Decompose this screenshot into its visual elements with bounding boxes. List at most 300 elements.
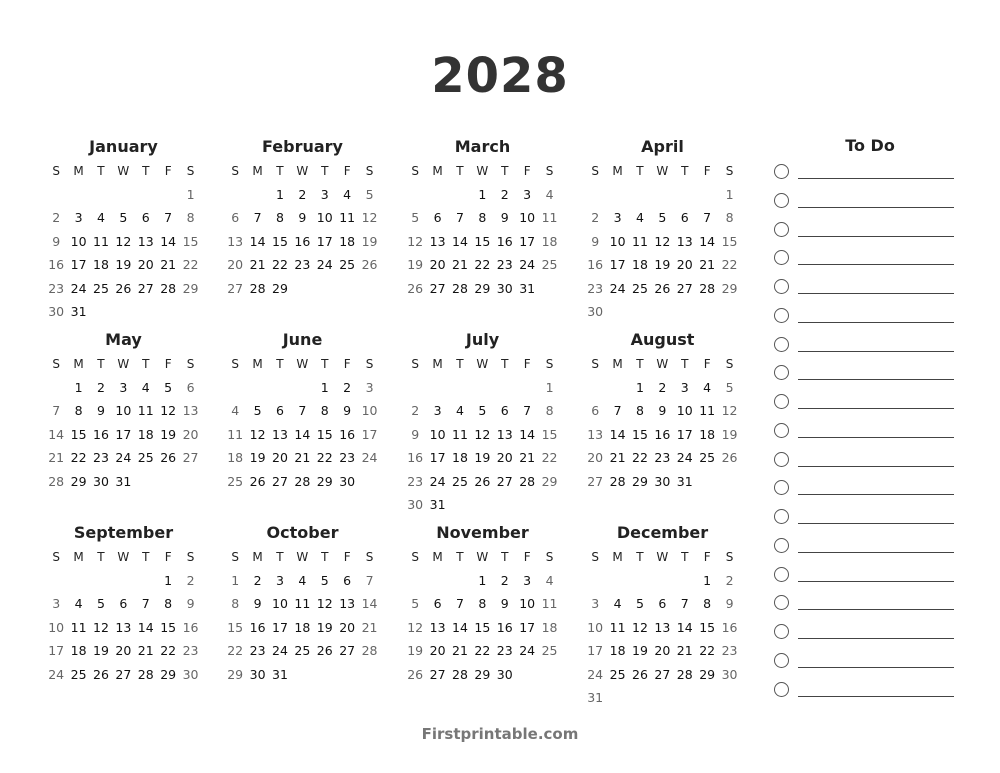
todo-item	[771, 589, 957, 618]
day-cell: 30	[407, 496, 424, 512]
day-cell: 11	[339, 210, 356, 226]
day-cell: 29	[316, 473, 333, 489]
weekday-label: W	[296, 550, 309, 564]
day-cell: 10	[676, 403, 693, 419]
day-cell: 29	[227, 666, 244, 682]
day-cell: 26	[249, 473, 266, 489]
day-cell: 15	[272, 233, 288, 249]
day-cell: 17	[676, 426, 693, 442]
day-cell: 1	[725, 187, 734, 202]
todo-item	[771, 187, 957, 216]
day-cell: 2	[411, 403, 420, 419]
day-cell: 31	[676, 473, 693, 489]
day-cell: 18	[137, 426, 154, 442]
day-cell: 15	[182, 233, 199, 249]
day-cell: 6	[276, 403, 284, 419]
weekday-label: W	[476, 357, 489, 371]
weekday-label: M	[432, 164, 443, 178]
month-name: October	[266, 523, 339, 542]
month-october	[224, 520, 381, 686]
todo-title: To Do	[845, 136, 895, 155]
day-cell: 20	[339, 619, 356, 635]
checkbox-circle-icon	[774, 279, 789, 294]
day-cell: 19	[407, 643, 424, 659]
day-cell: 11	[699, 403, 716, 419]
day-cell: 19	[654, 257, 671, 273]
month-grid	[45, 160, 202, 323]
todo-writing-line	[798, 293, 954, 294]
day-cell: 12	[361, 210, 378, 226]
day-cell: 12	[407, 619, 424, 635]
day-cell: 26	[654, 280, 671, 296]
day-cell: 18	[227, 450, 244, 466]
month-march	[404, 134, 561, 300]
weekday-label: S	[186, 550, 195, 564]
day-cell: 31	[70, 303, 87, 319]
day-cell: 23	[182, 643, 199, 659]
day-cell: 5	[164, 380, 173, 395]
day-cell: 5	[365, 187, 374, 202]
todo-item	[771, 331, 957, 360]
day-cell: 26	[160, 450, 177, 466]
month-february	[224, 134, 381, 300]
day-cell: 19	[407, 257, 424, 273]
day-cell: 20	[429, 643, 446, 659]
day-cell: 3	[523, 573, 532, 588]
weekday-label: S	[725, 164, 734, 178]
day-cell: 8	[74, 403, 83, 419]
month-name: September	[73, 523, 174, 542]
todo-writing-line	[798, 408, 954, 409]
day-cell: 2	[186, 573, 195, 588]
day-cell: 17	[429, 450, 446, 466]
weekday-label: F	[703, 550, 711, 564]
day-cell: 30	[339, 473, 356, 489]
day-cell: 23	[587, 280, 604, 296]
day-cell: 19	[249, 450, 266, 466]
day-cell: 12	[115, 233, 132, 249]
weekday-label: M	[252, 164, 263, 178]
day-cell: 10	[48, 619, 65, 635]
day-cell: 30	[496, 280, 513, 296]
todo-item	[771, 302, 957, 331]
month-july	[404, 327, 561, 516]
day-cell: 15	[227, 619, 244, 635]
day-cell: 1	[478, 187, 487, 202]
weekday-label: S	[231, 164, 239, 178]
day-cell: 24	[429, 473, 446, 489]
day-cell: 1	[276, 187, 284, 202]
day-cell: 16	[721, 619, 738, 635]
month-name: January	[89, 137, 158, 156]
weekday-label: S	[545, 164, 554, 178]
day-cell: 26	[407, 666, 424, 682]
day-cell: 16	[339, 426, 356, 442]
weekday-label: T	[97, 357, 105, 371]
weekday-label: T	[501, 164, 509, 178]
day-cell: 12	[474, 426, 491, 442]
day-cell: 9	[500, 596, 509, 612]
day-cell: 3	[320, 187, 329, 202]
weekday-label: T	[501, 357, 509, 371]
day-cell: 25	[93, 280, 109, 296]
todo-writing-line	[798, 552, 954, 553]
weekday-label: T	[636, 550, 644, 564]
day-cell: 29	[474, 666, 491, 682]
day-cell: 18	[93, 257, 109, 273]
day-cell: 22	[541, 450, 558, 466]
day-cell: 25	[227, 473, 244, 489]
weekday-label: T	[456, 357, 464, 371]
day-cell: 24	[115, 450, 132, 466]
month-name: November	[436, 523, 529, 542]
day-cell: 7	[523, 403, 532, 419]
weekday-label: S	[186, 164, 195, 178]
weekday-label: M	[432, 550, 443, 564]
day-cell: 19	[632, 643, 648, 659]
day-cell: 6	[433, 210, 442, 226]
weekday-label: W	[117, 164, 130, 178]
day-cell: 11	[609, 619, 626, 635]
todo-writing-line	[798, 667, 954, 668]
todo-writing-line	[798, 696, 954, 697]
weekday-label: T	[142, 357, 150, 371]
day-cell: 18	[70, 643, 87, 659]
todo-item	[771, 676, 957, 705]
todo-writing-line	[798, 609, 954, 610]
day-cell: 24	[519, 257, 536, 273]
day-cell: 6	[343, 573, 352, 588]
day-cell: 14	[137, 619, 154, 635]
day-cell: 25	[137, 450, 154, 466]
day-cell: 25	[70, 666, 87, 682]
day-cell: 8	[276, 210, 284, 226]
day-cell: 22	[272, 257, 288, 273]
weekday-label: S	[545, 550, 554, 564]
day-cell: 22	[316, 450, 333, 466]
month-grid	[45, 546, 202, 686]
day-cell: 18	[632, 257, 648, 273]
todo-item	[771, 417, 957, 446]
day-cell: 10	[587, 619, 604, 635]
day-cell: 5	[119, 210, 128, 226]
todo-item	[771, 532, 957, 561]
day-cell: 18	[699, 426, 716, 442]
weekday-label: S	[231, 357, 239, 371]
todo-item	[771, 618, 957, 647]
month-april	[584, 134, 741, 323]
day-cell: 10	[519, 210, 536, 226]
day-cell: 16	[654, 426, 671, 442]
day-cell: 21	[249, 257, 266, 273]
day-cell: 1	[186, 187, 195, 202]
checkbox-circle-icon	[774, 423, 789, 438]
day-cell: 9	[725, 596, 734, 612]
weekday-label: T	[142, 164, 150, 178]
day-cell: 15	[474, 619, 491, 635]
weekday-label: S	[411, 164, 419, 178]
day-cell: 8	[231, 596, 240, 612]
month-name: August	[630, 330, 695, 349]
day-cell: 22	[160, 643, 177, 659]
day-cell: 11	[541, 210, 558, 226]
day-cell: 28	[699, 280, 716, 296]
day-cell: 24	[519, 643, 536, 659]
day-cell: 3	[119, 380, 128, 395]
day-cell: 29	[182, 280, 199, 296]
day-cell: 24	[48, 666, 65, 682]
day-cell: 3	[74, 210, 83, 226]
day-cell: 22	[70, 450, 87, 466]
day-cell: 14	[676, 619, 693, 635]
day-cell: 7	[298, 403, 307, 419]
day-cell: 2	[658, 380, 667, 395]
day-cell: 21	[48, 450, 65, 466]
day-cell: 18	[541, 233, 558, 249]
day-cell: 5	[411, 596, 420, 612]
day-cell: 22	[474, 257, 491, 273]
day-cell: 9	[500, 210, 509, 226]
day-cell: 17	[361, 426, 378, 442]
day-cell: 1	[703, 573, 712, 588]
weekday-label: M	[252, 550, 263, 564]
month-grid	[224, 160, 381, 300]
weekday-label: M	[612, 357, 623, 371]
day-cell: 1	[164, 573, 173, 588]
weekday-label: T	[142, 550, 150, 564]
day-cell: 25	[699, 450, 716, 466]
day-cell: 26	[632, 666, 648, 682]
month-grid	[45, 353, 202, 493]
todo-writing-line	[798, 581, 954, 582]
day-cell: 3	[680, 380, 689, 395]
month-name: June	[282, 330, 323, 349]
day-cell: 26	[93, 666, 109, 682]
checkbox-circle-icon	[774, 222, 789, 237]
day-cell: 31	[115, 473, 132, 489]
weekday-label: T	[321, 550, 329, 564]
day-cell: 22	[699, 643, 716, 659]
day-cell: 2	[500, 573, 509, 588]
day-cell: 30	[182, 666, 199, 682]
month-grid	[224, 353, 381, 493]
day-cell: 11	[632, 233, 648, 249]
day-cell: 23	[339, 450, 356, 466]
day-cell: 26	[115, 280, 132, 296]
day-cell: 21	[609, 450, 626, 466]
day-cell: 28	[294, 473, 311, 489]
day-cell: 10	[519, 596, 536, 612]
day-cell: 27	[339, 643, 356, 659]
day-cell: 19	[93, 643, 109, 659]
weekday-label: M	[612, 164, 623, 178]
day-cell: 13	[587, 426, 604, 442]
day-cell: 9	[253, 596, 262, 612]
footer-brand: Firstprintable.com	[421, 725, 579, 743]
day-cell: 8	[478, 210, 487, 226]
day-cell: 4	[456, 403, 464, 419]
day-cell: 28	[519, 473, 536, 489]
day-cell: 4	[545, 187, 554, 202]
day-cell: 5	[478, 403, 487, 419]
day-cell: 27	[587, 473, 604, 489]
day-cell: 7	[703, 210, 712, 226]
day-cell: 13	[676, 233, 693, 249]
day-cell: 7	[365, 573, 374, 588]
day-cell: 15	[160, 619, 177, 635]
weekday-label: W	[296, 357, 309, 371]
month-december	[584, 520, 741, 709]
day-cell: 23	[407, 473, 424, 489]
day-cell: 27	[227, 280, 244, 296]
day-cell: 28	[676, 666, 693, 682]
todo-item	[771, 388, 957, 417]
day-cell: 8	[636, 403, 644, 419]
day-cell: 9	[52, 233, 61, 249]
day-cell: 21	[676, 643, 693, 659]
day-cell: 5	[411, 210, 420, 226]
day-cell: 14	[452, 233, 468, 249]
day-cell: 20	[182, 426, 199, 442]
day-cell: 21	[160, 257, 177, 273]
day-cell: 26	[721, 450, 738, 466]
day-cell: 24	[70, 280, 87, 296]
day-cell: 12	[654, 233, 671, 249]
day-cell: 4	[141, 380, 150, 395]
day-cell: 21	[452, 257, 468, 273]
day-cell: 27	[115, 666, 132, 682]
day-cell: 9	[591, 233, 600, 249]
day-cell: 27	[654, 666, 671, 682]
day-cell: 13	[429, 233, 446, 249]
day-cell: 25	[294, 643, 311, 659]
day-cell: 4	[231, 403, 240, 419]
day-cell: 7	[456, 210, 464, 226]
day-cell: 24	[316, 257, 333, 273]
checkbox-circle-icon	[774, 365, 789, 380]
day-cell: 2	[343, 380, 352, 395]
day-cell: 21	[137, 643, 154, 659]
day-cell: 16	[93, 426, 109, 442]
month-grid	[584, 353, 741, 493]
day-cell: 21	[294, 450, 311, 466]
day-cell: 6	[186, 380, 195, 395]
day-cell: 28	[452, 280, 468, 296]
day-cell: 30	[587, 303, 604, 319]
day-cell: 8	[478, 596, 487, 612]
day-cell: 17	[272, 619, 288, 635]
day-cell: 10	[429, 426, 446, 442]
month-name: April	[641, 137, 684, 156]
day-cell: 19	[316, 619, 333, 635]
day-cell: 5	[658, 210, 667, 226]
day-cell: 27	[137, 280, 154, 296]
day-cell: 31	[272, 666, 288, 682]
todo-writing-line	[798, 236, 954, 237]
day-cell: 1	[74, 380, 83, 395]
day-cell: 9	[658, 403, 667, 419]
day-cell: 26	[316, 643, 333, 659]
month-january	[45, 134, 202, 323]
day-cell: 2	[97, 380, 105, 395]
checkbox-circle-icon	[774, 452, 789, 467]
weekday-label: T	[276, 164, 284, 178]
weekday-label: S	[591, 550, 599, 564]
checkbox-circle-icon	[774, 624, 789, 639]
checkbox-circle-icon	[774, 480, 789, 495]
day-cell: 7	[164, 210, 173, 226]
day-cell: 15	[721, 233, 738, 249]
weekday-label: S	[411, 357, 419, 371]
month-name: February	[262, 137, 343, 156]
month-grid	[404, 160, 561, 300]
weekday-label: W	[476, 164, 489, 178]
weekday-label: F	[343, 550, 351, 564]
day-cell: 2	[725, 573, 734, 588]
day-cell: 25	[339, 257, 356, 273]
day-cell: 14	[361, 596, 378, 612]
weekday-label: M	[432, 357, 443, 371]
checkbox-circle-icon	[774, 394, 789, 409]
day-cell: 9	[298, 210, 307, 226]
day-cell: 14	[519, 426, 536, 442]
month-name: March	[454, 137, 511, 156]
weekday-label: S	[52, 550, 60, 564]
day-cell: 20	[587, 450, 604, 466]
weekday-label: S	[545, 357, 554, 371]
todo-item	[771, 158, 957, 187]
day-cell: 13	[339, 596, 356, 612]
weekday-label: T	[97, 550, 105, 564]
day-cell: 16	[407, 450, 424, 466]
todo-list	[771, 158, 957, 704]
day-cell: 13	[182, 403, 199, 419]
weekday-label: T	[276, 357, 284, 371]
day-cell: 17	[519, 233, 536, 249]
todo-item	[771, 561, 957, 590]
day-cell: 29	[632, 473, 648, 489]
weekday-label: T	[681, 550, 689, 564]
day-cell: 19	[115, 257, 132, 273]
day-cell: 16	[48, 257, 65, 273]
day-cell: 20	[429, 257, 446, 273]
weekday-label: S	[725, 550, 734, 564]
todo-writing-line	[798, 523, 954, 524]
day-cell: 24	[609, 280, 626, 296]
day-cell: 23	[249, 643, 266, 659]
day-cell: 30	[496, 666, 513, 682]
day-cell: 24	[361, 450, 378, 466]
day-cell: 4	[74, 596, 83, 612]
day-cell: 15	[699, 619, 716, 635]
weekday-label: T	[456, 550, 464, 564]
weekday-label: S	[591, 164, 599, 178]
weekday-label: W	[656, 550, 669, 564]
todo-writing-line	[798, 264, 954, 265]
day-cell: 31	[519, 280, 536, 296]
day-cell: 1	[320, 380, 329, 395]
day-cell: 9	[411, 426, 420, 442]
day-cell: 3	[433, 403, 442, 419]
day-cell: 18	[541, 619, 558, 635]
day-cell: 5	[320, 573, 329, 588]
day-cell: 3	[52, 596, 61, 612]
day-cell: 11	[294, 596, 311, 612]
day-cell: 4	[613, 596, 622, 612]
day-cell: 16	[182, 619, 199, 635]
weekday-label: S	[231, 550, 239, 564]
day-cell: 20	[654, 643, 671, 659]
